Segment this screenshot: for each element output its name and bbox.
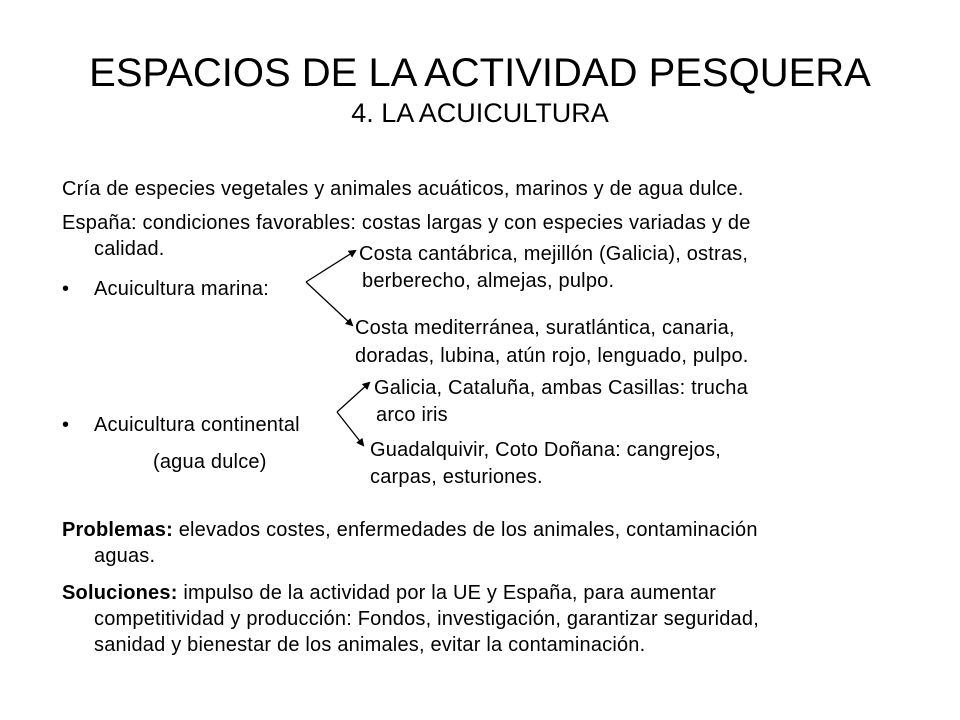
solutions-label: Soluciones:: [62, 582, 178, 604]
solutions-line2: competitividad y producción: Fondos, investigación, garantizar seguridad,: [94, 608, 759, 630]
continental-branch-2-line2: carpas, esturiones.: [370, 466, 543, 488]
spain-text-line1: España: condiciones favorables: costas largas y con especies variadas y de: [62, 212, 751, 234]
continental-arrow-down: [337, 412, 363, 445]
page-title: ESPACIOS DE LA ACTIVIDAD PESQUERA: [89, 51, 871, 95]
continental-branch-1-line2: arco iris: [376, 404, 448, 426]
continental-sublabel: (agua dulce): [153, 451, 267, 473]
marine-branch-1-line1: Costa cantábrica, mejillón (Galicia), ostras,: [359, 243, 749, 265]
bullet-marine: •: [62, 278, 70, 300]
marine-branch-2-line1: Costa mediterránea, suratlántica, canaria,: [355, 317, 735, 339]
page-subtitle: 4. LA ACUICULTURA: [351, 98, 609, 128]
problems-label: Problemas:: [62, 519, 173, 541]
intro-text: Cría de especies vegetales y animales acuáticos, marinos y de agua dulce.: [62, 178, 744, 200]
marine-branch-2-line2: doradas, lubina, atún rojo, lenguado, pulpo.: [355, 345, 749, 367]
continental-branch-1-line1: Galicia, Cataluña, ambas Casillas: trucha: [374, 377, 748, 399]
continental-arrow-up: [337, 383, 369, 412]
problems-line2: aguas.: [94, 545, 156, 567]
marine-label: Acuicultura marina:: [94, 278, 269, 300]
marine-branch-1-line2: berberecho, almejas, pulpo.: [362, 270, 615, 292]
continental-label: Acuicultura continental: [94, 414, 300, 436]
solutions-text: impulso de la actividad por la UE y España, para aumentar: [177, 582, 717, 604]
continental-branch-2-line1: Guadalquivir, Coto Doñana: cangrejos,: [370, 439, 721, 461]
problems-text: elevados costes, enfermedades de los animales, contaminación: [172, 519, 758, 541]
bullet-continental: •: [62, 414, 70, 436]
marine-arrow-down: [306, 282, 352, 325]
marine-arrow-up: [306, 251, 355, 282]
solutions-line3: sanidad y bienestar de los animales, evitar la contaminación.: [94, 634, 646, 656]
spain-text-line2: calidad.: [94, 238, 165, 260]
